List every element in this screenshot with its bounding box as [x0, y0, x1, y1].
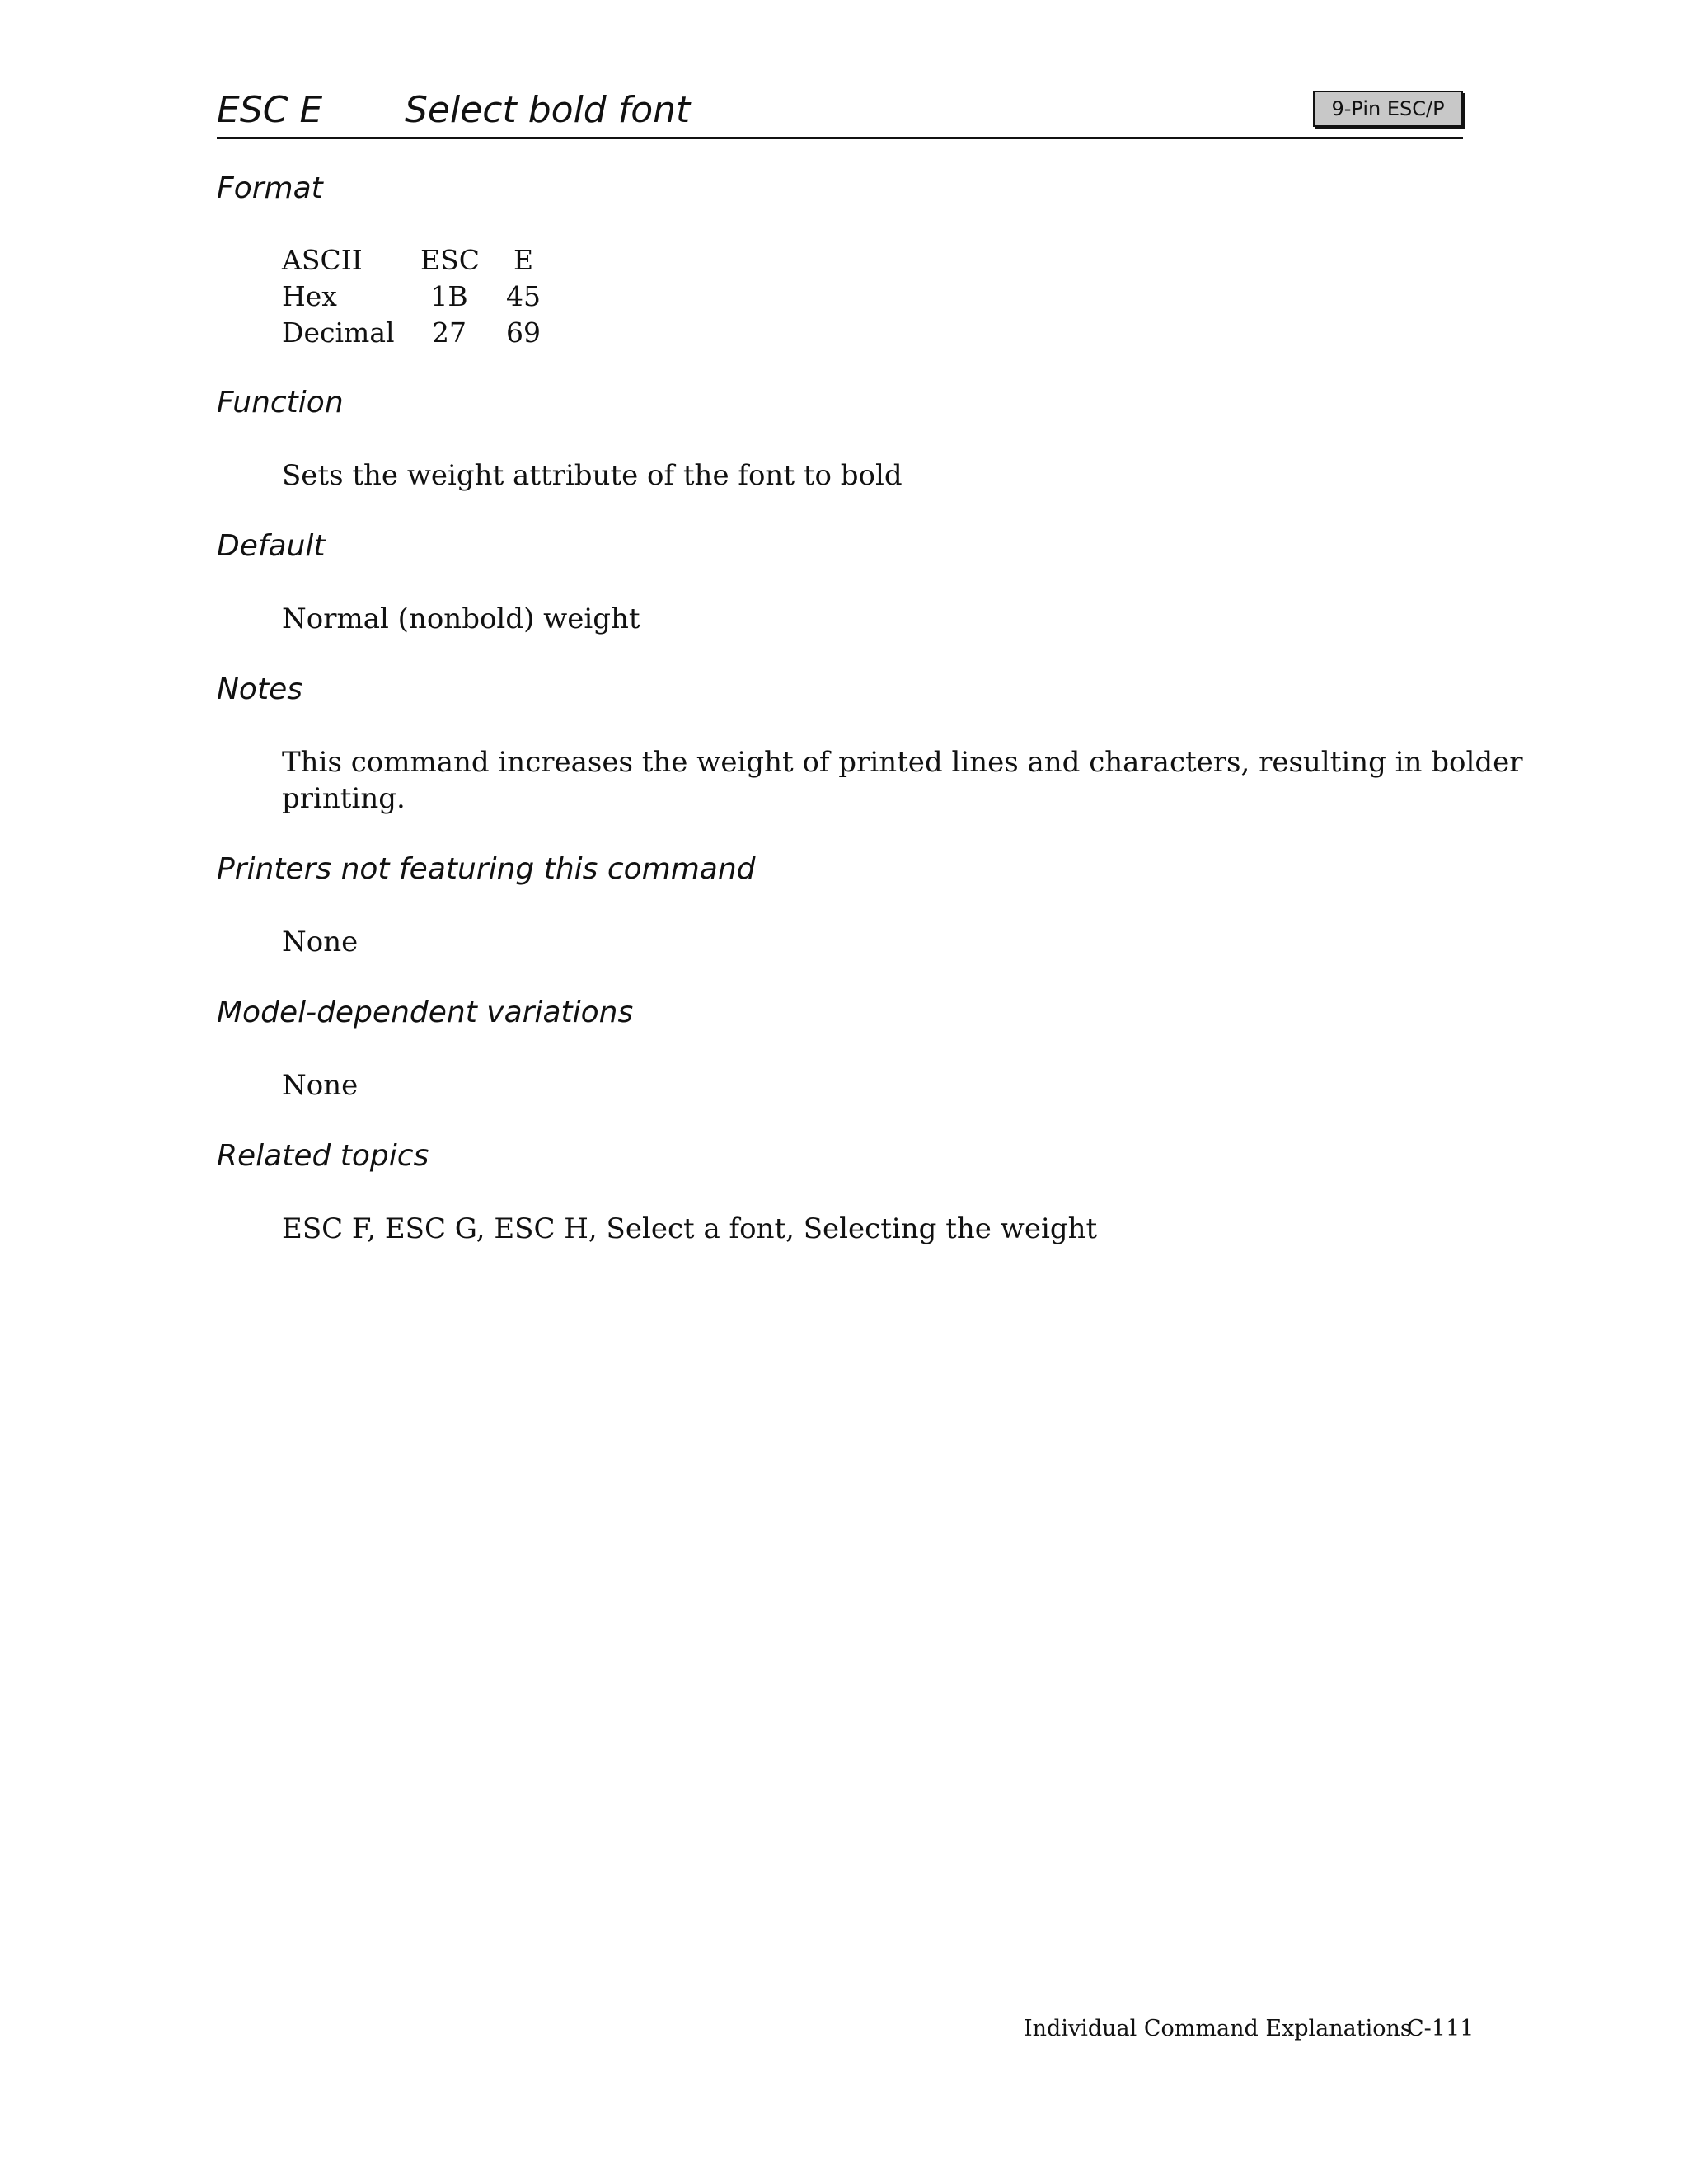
notes-text-line1: This command increases the weight of printed lines and characters, resulting in bolder	[282, 746, 1523, 779]
default-text: Normal (nonbold) weight	[282, 602, 640, 635]
format-cell: 1B	[430, 280, 468, 312]
notes-text-line2: printing.	[282, 782, 406, 815]
format-cell: 45	[506, 280, 541, 312]
page-title: Select bold font	[405, 89, 691, 131]
format-cell: ASCII	[282, 244, 363, 276]
printers-not-featuring-heading: Printers not featuring this command	[217, 852, 756, 886]
format-cell: E	[513, 244, 534, 276]
format-row-decimal	[282, 315, 612, 351]
model-variations-text: None	[282, 1069, 359, 1102]
function-heading: Function	[217, 386, 344, 419]
printers-not-featuring-text: None	[282, 926, 359, 958]
function-text: Sets the weight attribute of the font to bold	[282, 459, 903, 492]
format-cell: ESC	[420, 244, 480, 276]
format-heading: Format	[217, 171, 323, 205]
footer-section-title: Individual Command Explanations	[1024, 2016, 1412, 2041]
format-table	[282, 242, 612, 351]
format-cell: Decimal	[282, 316, 395, 349]
format-row-ascii	[282, 242, 612, 279]
format-cell: 27	[432, 316, 467, 349]
default-heading: Default	[217, 529, 326, 563]
model-variations-heading: Model-dependent variations	[217, 996, 634, 1029]
related-topics-text: ESC F, ESC G, ESC H, Select a font, Selecting the weight	[282, 1212, 1098, 1245]
format-cell: Hex	[282, 280, 337, 312]
page-header	[217, 82, 1463, 139]
command-name: ESC E	[217, 89, 323, 131]
related-topics-heading: Related topics	[217, 1139, 429, 1173]
format-cell: 69	[506, 316, 541, 349]
format-row-hex	[282, 279, 612, 315]
protocol-badge: 9-Pin ESC/P	[1313, 91, 1463, 127]
footer-page-number: C-111	[1407, 2016, 1475, 2041]
notes-heading: Notes	[217, 673, 302, 706]
